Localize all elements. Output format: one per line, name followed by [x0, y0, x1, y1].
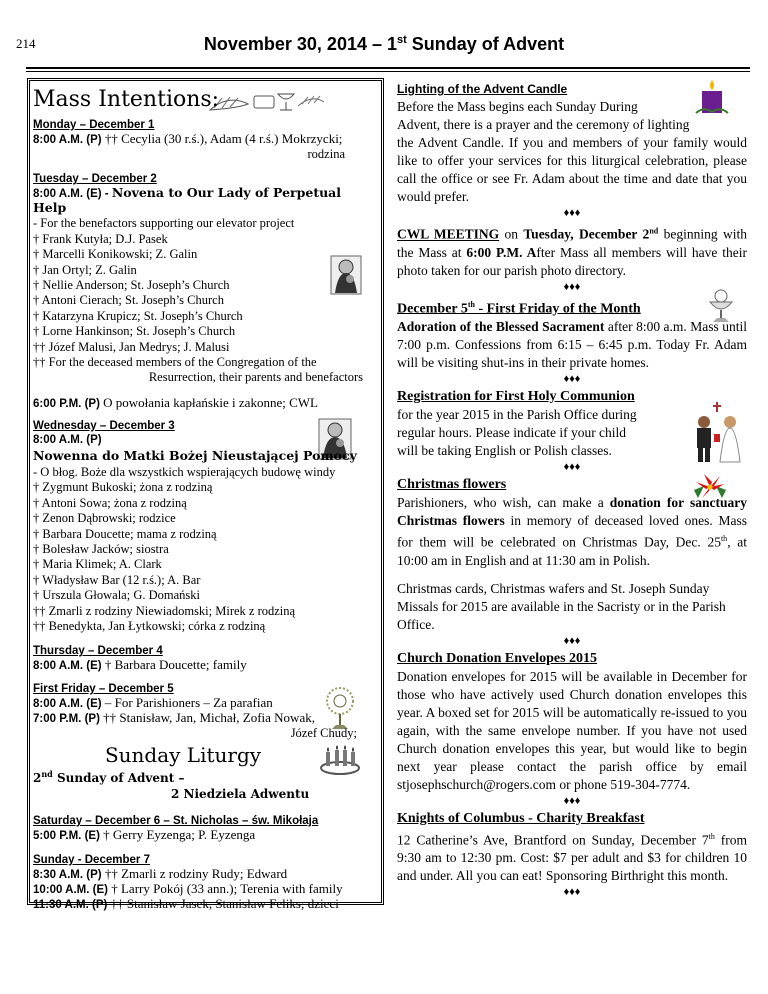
- divider-diamonds: ♦♦♦: [563, 461, 581, 474]
- page-number: 214: [16, 36, 36, 51]
- saturday-entry: 5:00 P.M. (E) † Gerry Eyzenga; P. Eyzenga: [33, 827, 256, 843]
- thursday-entry: 8:00 A.M. (E) † Barbara Doucette; family: [33, 657, 247, 673]
- thursday-heading: Thursday – December 4: [33, 645, 163, 658]
- first-communion-line: will be taking English or Polish classes.: [397, 443, 612, 459]
- divider-diamonds: ♦♦♦: [563, 207, 581, 219]
- advent-candle-body: the Advent Candle. If you and members of your family would like to offer your services for this liturgical celebration, please call the office or see Fr. Adam about the time and date that you would prefer.: [397, 135, 747, 204]
- christmas-flowers-body: Parishioners, who wish, can make a donation for sanctuary Christmas flowers in memory of deceased loved ones. Mass for them will be celebrated on Christmas Day, Dec. 25th, at 10:00 am in English and at 11:30 am in Polish.: [397, 495, 747, 568]
- wednesday-intentions: [33, 465, 363, 634]
- monday-entry: 8:00 A.M. (P) †† Cecylia (30 r.ś.), Adam (4 r.ś.) Mokrzycki;: [33, 131, 343, 146]
- kofc-heading: Knights of Columbus - Charity Breakfast: [397, 810, 645, 826]
- list-item: †† Benedykta, Jan Łytkowski; córka z rodziną: [33, 618, 266, 633]
- sunday-heading: Sunday - December 7: [33, 854, 150, 867]
- divider-diamonds: ♦♦♦: [563, 886, 581, 899]
- friday-entry-2-cont: Józef Chudy;: [290, 726, 357, 741]
- kofc-body: 12 Catherine’s Ave, Brantford on Sunday, December 7th from 9:30 am to 12:30 pm. Cost: $7 per adult and $3 for children 10 and under. All you can eat! Sponsoring Birthright this month.: [397, 831, 748, 884]
- divider-diamonds: ♦♦♦: [563, 634, 581, 647]
- divider-diamonds: ♦♦♦: [563, 373, 581, 386]
- header-rule-thin: [26, 71, 750, 72]
- monday-heading: Monday – December 1: [33, 119, 155, 131]
- adoration-body: Adoration of the Blessed Sacrament after 8:00 a.m. Mass until 7:00 p.m. Confessions from 6:15 – 6:45 p.m. Today Fr. Adam will be visiting shut-ins in their private homes.: [397, 319, 747, 371]
- tuesday-novena-line: 8:00 A.M. (E) - Novena to Our Lady of Perpetual Help: [33, 185, 342, 216]
- friday-entry-1: 8:00 A.M. (E) – For Parishioners – Za parafian: [33, 695, 273, 711]
- list-item: † Katarzyna Krupicz; St. Joseph’s Church: [33, 308, 243, 323]
- divider-diamonds: ♦♦♦: [563, 280, 581, 293]
- advent-candle-heading: Lighting of the Advent Candle: [397, 82, 568, 96]
- advent-candle-line-2: Advent, there is a prayer and the ceremony of lighting: [397, 117, 690, 132]
- christmas-cards-body: Christmas cards, Christmas wafers and St. Joseph Sunday Missals for 2015 are available in the Sacristy or in the Parish Office.: [397, 580, 726, 632]
- sunday-entry-2: 10:00 A.M. (E) † Larry Pokój (33 ann.); Terenia with family: [33, 881, 343, 897]
- announcements: [397, 80, 747, 901]
- friday-entry-2: 7:00 P.M. (P) †† Stanisław, Jan, Michał, Zofia Nowak,: [33, 710, 315, 726]
- mass-intentions-title: Mass Intentions:: [33, 87, 220, 112]
- wednesday-heading: Wednesday – December 3: [33, 419, 175, 432]
- sunday-entry-3: 11:30 A.M. (P) †† Stanisław Jasek, Stanisław Feliks; dzieci: [33, 896, 339, 912]
- list-item: - For the benefactors supporting our elevator project: [33, 216, 295, 231]
- list-item: † Nellie Anderson; St. Joseph’s Church: [33, 278, 230, 293]
- list-item: † Urszula Głowala; G. Domański: [33, 588, 200, 603]
- list-item: † Władysław Bar (12 r.ś.); A. Bar: [33, 572, 201, 587]
- list-item: Resurrection, their parents and benefactors: [148, 370, 363, 385]
- sunday-liturgy-title: Sunday Liturgy: [104, 742, 262, 767]
- advent-line-2: 2 Niedziela Adwentu: [171, 786, 310, 801]
- tuesday-intentions: [33, 216, 363, 385]
- divider-diamonds: ♦♦♦: [563, 794, 581, 807]
- saturday-heading: Saturday – December 6 – St. Nicholas – św. Mikołaja: [33, 815, 319, 828]
- page-header: November 30, 2014 – 1st Sunday of Advent: [203, 34, 565, 54]
- list-item: † Antoni Sowa; żona z rodziną: [33, 495, 187, 510]
- list-item: †† Zmarli z rodziny Niewiadomski; Mirek z rodziną: [33, 603, 296, 618]
- list-item: † Zygmunt Bukoski; żona z rodziną: [33, 480, 213, 495]
- header-rule: [26, 67, 750, 69]
- first-communion-line: regular hours. Please indicate if your child: [397, 425, 627, 441]
- list-item: † Jan Ortyl; Z. Galin: [33, 262, 137, 277]
- mass-intentions: [33, 84, 363, 912]
- list-item: † Zenon Dąbrowski; rodzice: [33, 511, 176, 526]
- sunday-entry-1: 8:30 A.M. (P) †† Zmarli z rodziny Rudy; Edward: [33, 866, 288, 882]
- advent-candle-line-1: Before the Mass begins each Sunday During: [397, 99, 638, 114]
- wednesday-novena: Nowenna do Matki Bożej Nieustającej Pomocy: [33, 447, 357, 463]
- list-item: - O błog. Boże dla wszystkich wspierających budowę windy: [33, 464, 336, 479]
- envelopes-heading: Church Donation Envelopes 2015: [397, 650, 598, 666]
- list-item: † Bolesław Jacków; siostra: [33, 541, 169, 556]
- list-item: †† For the deceased members of the Congregation of the: [33, 355, 317, 370]
- first-friday-heading: First Friday – December 5: [33, 683, 174, 696]
- list-item: † Barbara Doucette; mama z rodziną: [33, 526, 217, 541]
- cwl-meeting: CWL MEETING on Tuesday, December 2nd beginning with the Mass at 6:00 P.M. After Mass all members will have their photo taken for our parish photo directory.: [397, 226, 747, 278]
- monday-entry-cont: rodzina: [307, 147, 345, 161]
- list-item: † Antoni Cierach; St. Joseph’s Church: [33, 293, 224, 308]
- wednesday-time: 8:00 A.M. (P): [33, 433, 102, 446]
- list-item: †† Józef Malusi, Jan Medrys; J. Malusi: [33, 339, 230, 354]
- christmas-flowers-heading: Christmas flowers: [397, 477, 507, 493]
- first-communion-heading: Registration for First Holy Communion: [397, 389, 635, 405]
- advent-line-1: 2nd Sunday of Advent –: [33, 769, 185, 786]
- list-item: † Marcelli Konikowski; Z. Galin: [33, 247, 198, 262]
- list-item: † Frank Kutyła; D.J. Pasek: [33, 231, 168, 246]
- list-item: † Maria Klimek; A. Clark: [33, 557, 162, 572]
- envelopes-body: Donation envelopes for 2015 will be available in December for those who have actively used Church donation envelopes this year. A boxed set for 2015 will be automatically re-issued to you again, with the same envelope number. If you have not used Church donation envelopes this year, but would like to begin next year please contact the parish office by email stjosephschurch@rogers.com or phone 519-304-7774.: [397, 668, 747, 792]
- tuesday-evening-entry: 6:00 P.M. (P) O powołania kapłańskie i zakonne; CWL: [33, 394, 318, 410]
- tuesday-heading: Tuesday – December 2: [33, 173, 157, 186]
- first-friday-heading: December 5th - First Friday of the Month: [397, 299, 641, 317]
- list-item: † Lorne Hankinson; St. Joseph’s Church: [33, 324, 236, 339]
- first-communion-line: for the year 2015 in the Parish Office during: [397, 407, 637, 423]
